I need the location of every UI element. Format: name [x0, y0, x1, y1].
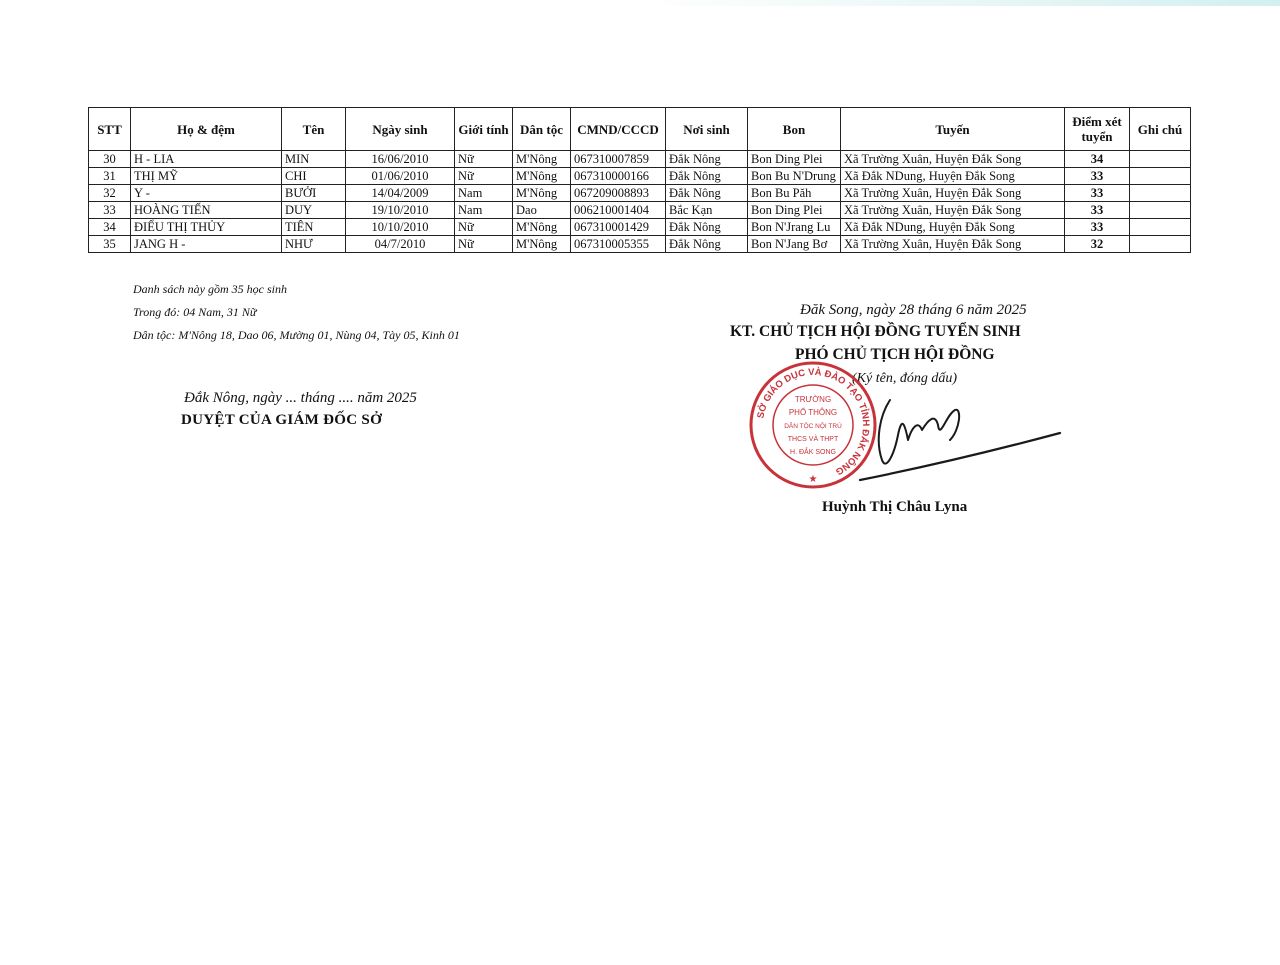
cell-ten: BƯỞI [282, 185, 346, 202]
cell-bon: Bon N'Jrang Lu [748, 219, 841, 236]
cell-bon: Bon N'Jang Bơ [748, 236, 841, 253]
cell-noi-sinh: Đắk Nông [666, 236, 748, 253]
cell-noi-sinh: Đắk Nông [666, 151, 748, 168]
table-row [89, 185, 1191, 202]
left-sign-title: DUYỆT CỦA GIÁM ĐỐC SỞ [181, 412, 383, 428]
stamp-line3: DÂN TỘC NỘI TRÚ [784, 423, 842, 430]
cell-bon: Bon Ding Plei [748, 151, 841, 168]
cell-gioi-tinh: Nữ [455, 236, 513, 253]
stamp-line1: TRƯỜNG [794, 395, 832, 404]
col-diem: Điểm xét tuyển [1065, 108, 1130, 151]
cell-ngay-sinh: 10/10/2010 [346, 219, 455, 236]
cell-gioi-tinh: Nam [455, 185, 513, 202]
cell-stt: 35 [89, 236, 131, 253]
cell-dan-toc: M'Nông [513, 236, 571, 253]
cell-cmnd: 006210001404 [571, 202, 666, 219]
cell-ghi-chu [1130, 202, 1191, 219]
cell-ho-dem: THỊ MỸ [131, 168, 282, 185]
col-ghi-chu: Ghi chú [1130, 108, 1191, 151]
cell-diem: 33 [1065, 168, 1130, 185]
cell-dan-toc: Dao [513, 202, 571, 219]
cell-ten: NHƯ [282, 236, 346, 253]
col-gioi-tinh: Giới tính [455, 108, 513, 151]
cell-ngay-sinh: 14/04/2009 [346, 185, 455, 202]
cell-cmnd: 067310005355 [571, 236, 666, 253]
cell-dan-toc: M'Nông [513, 185, 571, 202]
cell-cmnd: 067209008893 [571, 185, 666, 202]
stamp-ring-text: SỞ GIÁO DỤC VÀ ĐÀO TẠO TỈNH ĐẮK NÔNG [755, 366, 872, 477]
cell-tuyen: Xã Trường Xuân, Huyện Đắk Song [841, 202, 1065, 219]
note-gender: Trong đó: 04 Nam, 31 Nữ [133, 305, 257, 319]
cell-stt: 32 [89, 185, 131, 202]
cell-noi-sinh: Đắk Nông [666, 185, 748, 202]
cell-ghi-chu [1130, 151, 1191, 168]
col-tuyen: Tuyến [841, 108, 1065, 151]
col-bon: Bon [748, 108, 841, 151]
cell-ghi-chu [1130, 236, 1191, 253]
table-row [89, 236, 1191, 253]
cell-tuyen: Xã Đắk NDung, Huyện Đắk Song [841, 168, 1065, 185]
svg-text:★: ★ [808, 474, 818, 485]
table-header-row [89, 108, 1191, 151]
cell-gioi-tinh: Nam [455, 202, 513, 219]
cell-ho-dem: H - LIA [131, 151, 282, 168]
stamp-line5: H. ĐẮK SONG [790, 449, 836, 456]
table-row [89, 219, 1191, 236]
cell-cmnd: 067310007859 [571, 151, 666, 168]
cell-tuyen: Xã Trường Xuân, Huyện Đắk Song [841, 185, 1065, 202]
col-ho-dem: Họ & đệm [131, 108, 282, 151]
cell-ten: MIN [282, 151, 346, 168]
cell-dan-toc: M'Nông [513, 168, 571, 185]
col-ten: Tên [282, 108, 346, 151]
col-dan-toc: Dân tộc [513, 108, 571, 151]
cell-ho-dem: JANG H - [131, 236, 282, 253]
cell-dan-toc: M'Nông [513, 219, 571, 236]
cell-stt: 33 [89, 202, 131, 219]
cell-ho-dem: ĐIỂU THỊ THỦY [131, 219, 282, 236]
cell-ho-dem: Y - [131, 185, 282, 202]
stamp-line4: THCS VÀ THPT [787, 436, 839, 443]
cell-tuyen: Xã Trường Xuân, Huyện Đắk Song [841, 151, 1065, 168]
table-row [89, 202, 1191, 219]
cell-ten: TIÊN [282, 219, 346, 236]
cell-stt: 34 [89, 219, 131, 236]
cell-cmnd: 067310001429 [571, 219, 666, 236]
cell-ghi-chu [1130, 168, 1191, 185]
cell-diem: 34 [1065, 151, 1130, 168]
cell-ngay-sinh: 04/7/2010 [346, 236, 455, 253]
sign-hint: (Ký tên, đóng dấu) [852, 371, 957, 386]
right-sign-title: KT. CHỦ TỊCH HỘI ĐỒNG TUYỂN SINH [730, 323, 1021, 340]
table-row [89, 151, 1191, 168]
cell-gioi-tinh: Nữ [455, 168, 513, 185]
cell-tuyen: Xã Trường Xuân, Huyện Đắk Song [841, 236, 1065, 253]
cell-gioi-tinh: Nữ [455, 151, 513, 168]
table-row [89, 168, 1191, 185]
cell-ten: CHI [282, 168, 346, 185]
cell-diem: 33 [1065, 185, 1130, 202]
cell-diem: 33 [1065, 202, 1130, 219]
cell-diem: 33 [1065, 219, 1130, 236]
scan-edge-tint [640, 0, 1280, 6]
cell-stt: 30 [89, 151, 131, 168]
cell-ho-dem: HOÀNG TIẾN [131, 202, 282, 219]
cell-ghi-chu [1130, 185, 1191, 202]
cell-ngay-sinh: 16/06/2010 [346, 151, 455, 168]
cell-noi-sinh: Bắc Kạn [666, 202, 748, 219]
note-ethnic: Dân tộc: M'Nông 18, Dao 06, Mường 01, Nùng 04, Tày 05, Kinh 01 [133, 328, 460, 342]
cell-bon: Bon Bu N'Drung [748, 168, 841, 185]
cell-tuyen: Xã Đắk NDung, Huyện Đắk Song [841, 219, 1065, 236]
signature-icon [820, 385, 1070, 495]
cell-diem: 32 [1065, 236, 1130, 253]
col-cmnd: CMND/CCCD [571, 108, 666, 151]
cell-bon: Bon Ding Plei [748, 202, 841, 219]
col-stt: STT [89, 108, 131, 151]
cell-bon: Bon Bu Păh [748, 185, 841, 202]
cell-noi-sinh: Đắk Nông [666, 168, 748, 185]
cell-ngay-sinh: 01/06/2010 [346, 168, 455, 185]
left-sign-date: Đắk Nông, ngày ... tháng .... năm 2025 [184, 390, 417, 406]
signer-name: Huỳnh Thị Châu Lyna [822, 499, 968, 515]
cell-ghi-chu [1130, 219, 1191, 236]
col-noi-sinh: Nơi sinh [666, 108, 748, 151]
stamp-line2: PHỔ THÔNG [788, 408, 838, 417]
right-sign-date: Đăk Song, ngày 28 tháng 6 năm 2025 [800, 302, 1027, 318]
cell-stt: 31 [89, 168, 131, 185]
student-table [88, 107, 1191, 253]
cell-ngay-sinh: 19/10/2010 [346, 202, 455, 219]
note-total: Danh sách này gồm 35 học sinh [133, 282, 287, 296]
cell-dan-toc: M'Nông [513, 151, 571, 168]
cell-ten: DUY [282, 202, 346, 219]
cell-noi-sinh: Đắk Nông [666, 219, 748, 236]
right-sign-subtitle: PHÓ CHỦ TỊCH HỘI ĐỒNG [795, 346, 995, 363]
cell-gioi-tinh: Nữ [455, 219, 513, 236]
col-ngay-sinh: Ngày sinh [346, 108, 455, 151]
cell-cmnd: 067310000166 [571, 168, 666, 185]
